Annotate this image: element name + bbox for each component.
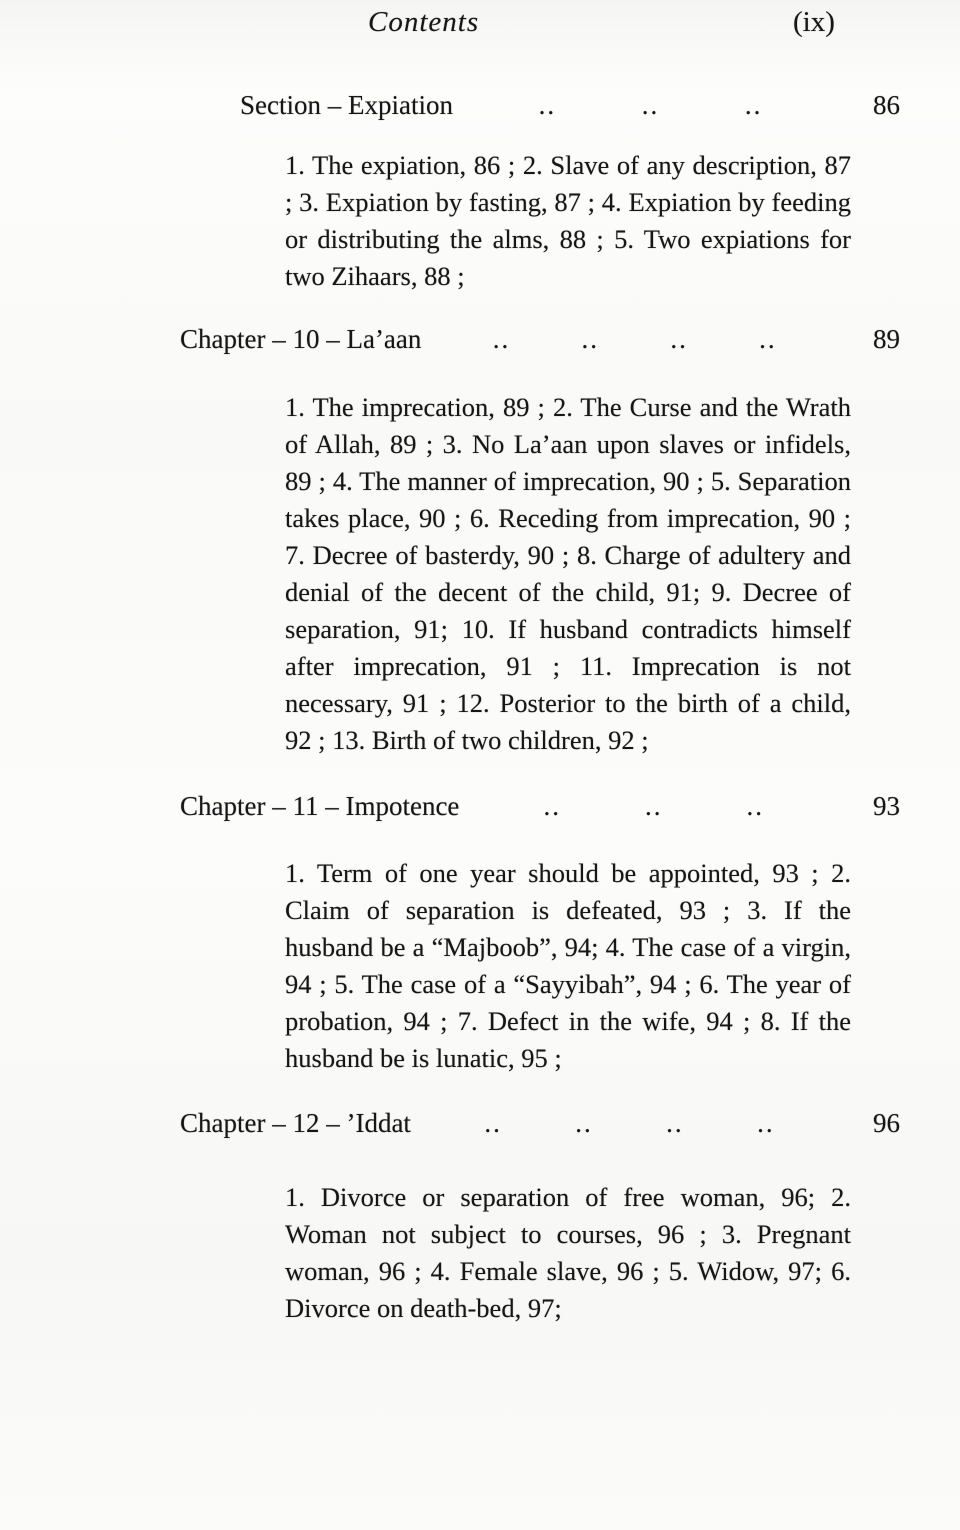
page-title: Contents	[368, 6, 480, 38]
entry-page-number: 93	[873, 791, 900, 821]
leader-dot: ..	[484, 1108, 502, 1138]
toc-paragraph-iddat: 1. Divorce or separation of free woman, 96; 2. Woman not subject to courses, 96 ; 3. Pregnant woman, 96 ; 4. Female slave, 96 ; 5. Widow, 97; 6. Divorce on death-bed, 97;	[285, 1182, 851, 1323]
leader-dot: ..	[538, 90, 557, 120]
toc-paragraph-laaan: 1. The imprecation, 89 ; 2. The Curse and the Wrath of Allah, 89 ; 3. No La’aan upon slaves or infidels, 89 ; 4. The manner of imprecation, 90 ; 5. Separation takes place, 90 ; 6. Receding from imprecation, 90 ; 7. Decree of basterdy, 90 ; 8. Charge of adultery and denial of the decent of the child, 91; 9. Decree of separation, 91; 10. If husband contradicts himself after imprecation, 91 ; 11. Imprecation is not necessary, 91 ; 12. Posterior to the birth of a child, 92 ; 13. Birth of two children, 92 ;	[285, 392, 851, 755]
leader-dot: ..	[581, 324, 600, 354]
leader-dot: ..	[644, 791, 663, 821]
leader-dot: ..	[543, 791, 561, 821]
toc-paragraph-expiation: 1. The expiation, 86 ; 2. Slave of any description, 87 ; 3. Expiation by fasting, 87 ; 4. Expiation by feeding or distributing the alms, 88 ; 5. Two expiations for two Zihaars, 88 ;	[285, 150, 851, 291]
leader-dot: ..	[492, 324, 511, 354]
entry-title: Chapter – 11 – Impotence	[180, 791, 460, 821]
leader-dot: ..	[744, 90, 763, 120]
entry-page-number: 86	[873, 90, 900, 120]
leader-dots	[453, 90, 848, 121]
toc-paragraph-impotence: 1. Term of one year should be appointed, 93 ; 2. Claim of separation is defeated, 93 ; 3. If the husband be a “Majboob”, 94; 4. The case of a virgin, 94 ; 5. The case of a “Sayyibah”, 94 ; 6. The year of probation, 94 ; 7. Defect in the wife, 94 ; 8. If the husband be is lunatic, 95 ;	[285, 858, 851, 1073]
leader-dot: ..	[641, 90, 660, 120]
entry-title: Section – Expiation	[240, 90, 453, 120]
toc-entry-chapter-10-laaan	[0, 324, 960, 355]
page-header	[0, 0, 960, 52]
leader-dots	[411, 1108, 848, 1139]
leader-dot: ..	[757, 1108, 775, 1138]
leader-dot: ..	[666, 1108, 684, 1138]
toc-entry-section-expiation	[0, 90, 960, 121]
entry-title: Chapter – 10 – La’aan	[180, 324, 422, 354]
leader-dot: ..	[759, 324, 777, 354]
entry-title: Chapter – 12 – ’Iddat	[180, 1108, 411, 1138]
leader-dot: ..	[746, 791, 764, 821]
leader-dots	[421, 324, 848, 355]
toc-entry-chapter-11-impotence	[0, 791, 960, 822]
leader-dot: ..	[670, 324, 688, 354]
entry-page-number: 96	[873, 1108, 900, 1138]
page-number-label: (ix)	[793, 6, 835, 38]
leader-dot: ..	[575, 1108, 593, 1138]
toc-entry-chapter-12-iddat	[0, 1108, 960, 1139]
entry-page-number: 89	[873, 324, 900, 354]
leader-dots	[459, 791, 848, 822]
